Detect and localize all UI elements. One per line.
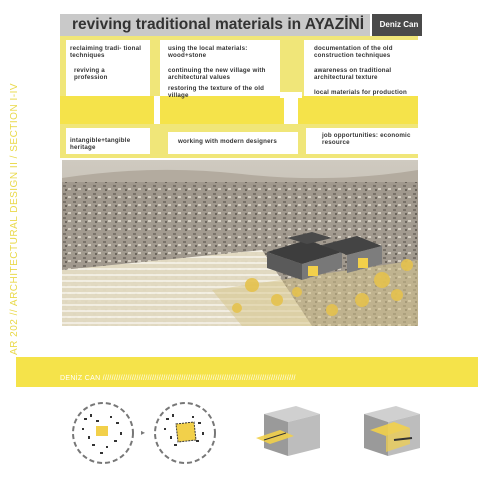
note-using-materials: using the local materials: wood+stone: [168, 45, 248, 59]
aerial-render-image: [62, 160, 418, 326]
note-continuing: continuing the new village with architectural values: [168, 67, 266, 81]
volume-diagram-1: [250, 400, 330, 466]
site-plan-before: [70, 400, 136, 466]
site-plan-after: [152, 400, 218, 466]
render-illustration: [62, 160, 418, 326]
footer-author-slashes: DENİZ CAN //////////////////////////////////////////////////////////////////////////////////////: [60, 375, 296, 382]
strip-3: [284, 98, 298, 124]
page-title: reviving traditional materials in AYAZİNİ: [72, 16, 365, 33]
concept-grid: [60, 36, 418, 158]
note-intangible: intangible+tangible heritage: [70, 137, 131, 151]
strip-1: [154, 96, 160, 124]
note-documentation: documentation of the old construction techniques: [314, 45, 393, 59]
note-reviving: reviving a profession: [74, 67, 108, 81]
note-local-materials: local materials for production: [314, 89, 407, 96]
arrow-icon: ▸: [141, 428, 146, 437]
note-working: working with modern designers: [178, 138, 277, 145]
note-awareness: awareness on traditional architectural texture: [314, 67, 392, 81]
yellow-band-mid: [60, 96, 418, 124]
note-restoring: restoring the texture of the old village: [168, 85, 265, 99]
volume-diagram-2: [350, 400, 430, 466]
note-job: job opportunities: economic resource: [322, 132, 411, 146]
side-course-label: AR 202 // ARCHITECTURAL DESIGN II / SECTION I-IV: [9, 82, 20, 355]
note-reclaiming: reclaiming tradi- tional techniques: [70, 45, 142, 59]
author-name: Deniz Can: [379, 20, 419, 29]
